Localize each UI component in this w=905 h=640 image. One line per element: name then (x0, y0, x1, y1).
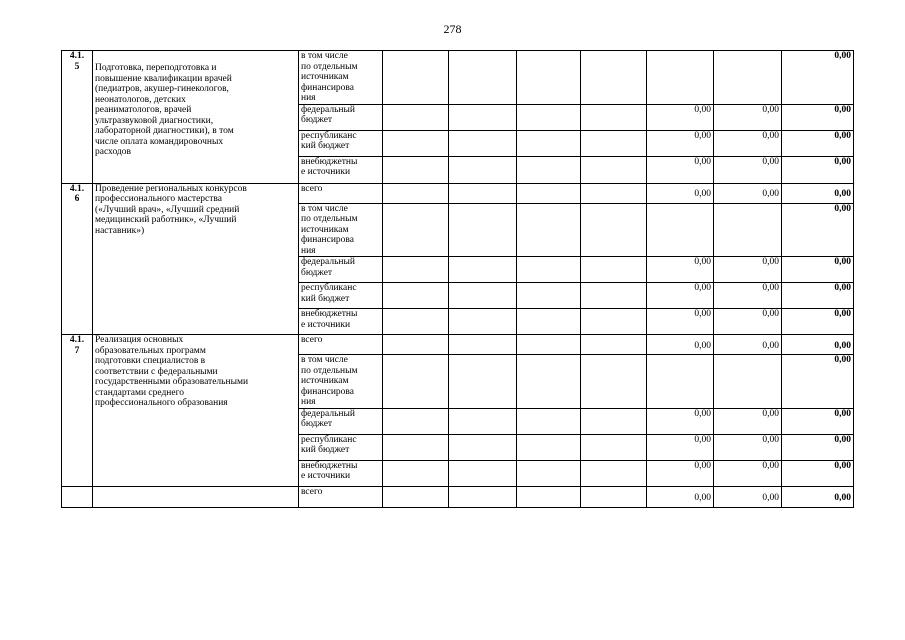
total-value-cell: 0,00 (782, 283, 854, 309)
empty-cell (581, 283, 647, 309)
table-row (62, 335, 854, 355)
value-cell: 0,00 (714, 335, 782, 355)
empty-cell (517, 283, 581, 309)
table-row (62, 486, 854, 507)
empty-cell (383, 283, 449, 309)
empty-cell (581, 408, 647, 434)
empty-cell (517, 335, 581, 355)
empty-cell (449, 51, 517, 105)
empty-cell (449, 408, 517, 434)
value-cell: 0,00 (647, 309, 714, 335)
empty-cell (581, 104, 647, 130)
empty-cell (383, 257, 449, 283)
value-cell: 0,00 (714, 130, 782, 156)
value-cell: 0,00 (647, 408, 714, 434)
empty-cell (517, 460, 581, 486)
total-value-cell: 0,00 (782, 408, 854, 434)
page-number: 278 (443, 22, 462, 36)
empty-cell (383, 486, 449, 507)
empty-cell (449, 203, 517, 257)
empty-cell (383, 104, 449, 130)
total-value-cell: 0,00 (782, 203, 854, 257)
empty-cell (449, 434, 517, 460)
value-cell: 0,00 (647, 130, 714, 156)
table-row (62, 51, 854, 105)
empty-cell (581, 51, 647, 105)
measure-description (93, 486, 299, 507)
empty-cell (581, 203, 647, 257)
empty-cell (517, 104, 581, 130)
total-value-cell: 0,00 (782, 104, 854, 130)
value-cell: 0,00 (714, 434, 782, 460)
value-cell: 0,00 (647, 434, 714, 460)
funding-source-label: республиканс кий бюджет (299, 130, 383, 156)
measure-code: 4.1. 6 (62, 183, 93, 335)
empty-cell (581, 486, 647, 507)
empty-cell (449, 283, 517, 309)
empty-cell (383, 51, 449, 105)
empty-cell (383, 408, 449, 434)
value-cell: 0,00 (714, 309, 782, 335)
value-cell: 0,00 (714, 283, 782, 309)
total-value-cell: 0,00 (782, 51, 854, 105)
empty-cell (517, 203, 581, 257)
funding-source-label: в том числе по отдельным источникам финансирова ния (299, 51, 383, 105)
value-cell (647, 203, 714, 257)
value-cell: 0,00 (647, 460, 714, 486)
value-cell: 0,00 (647, 156, 714, 183)
empty-cell (581, 434, 647, 460)
empty-cell (383, 203, 449, 257)
empty-cell (383, 183, 449, 203)
empty-cell (517, 130, 581, 156)
empty-cell (581, 309, 647, 335)
funding-source-label: федеральный бюджет (299, 257, 383, 283)
funding-source-label: внебюджетны е источники (299, 309, 383, 335)
empty-cell (383, 355, 449, 409)
value-cell: 0,00 (647, 257, 714, 283)
empty-cell (449, 460, 517, 486)
total-value-cell: 0,00 (782, 156, 854, 183)
value-cell (714, 51, 782, 105)
empty-cell (517, 309, 581, 335)
funding-source-label: внебюджетны е источники (299, 156, 383, 183)
empty-cell (517, 156, 581, 183)
measure-description: Подготовка, переподготовка и повышение квалификации врачей (педиатров, акушер-гинекологов, неонатологов, детских реаниматологов, врачей ультразвуковой диагностики, лабораторной диагностики), в том числе оплата командировочных расходов (93, 51, 299, 184)
empty-cell (449, 486, 517, 507)
empty-cell (383, 335, 449, 355)
total-value-cell: 0,00 (782, 335, 854, 355)
value-cell: 0,00 (714, 460, 782, 486)
total-value-cell: 0,00 (782, 460, 854, 486)
funding-source-label: республиканс кий бюджет (299, 434, 383, 460)
total-value-cell: 0,00 (782, 486, 854, 507)
funding-source-label: всего (299, 486, 383, 507)
empty-cell (517, 434, 581, 460)
total-value-cell: 0,00 (782, 309, 854, 335)
empty-cell (581, 460, 647, 486)
empty-cell (449, 183, 517, 203)
measure-description: Реализация основных образовательных программ подготовки специалистов в соответствии с федеральными государственными образовательными стандартами среднего профессионального образования (93, 335, 299, 487)
empty-cell (449, 257, 517, 283)
value-cell (714, 355, 782, 409)
value-cell: 0,00 (647, 335, 714, 355)
funding-source-label: в том числе по отдельным источникам финансирова ния (299, 355, 383, 409)
total-value-cell: 0,00 (782, 434, 854, 460)
value-cell: 0,00 (714, 156, 782, 183)
empty-cell (581, 156, 647, 183)
empty-cell (517, 51, 581, 105)
empty-cell (449, 335, 517, 355)
measure-code: 4.1. 7 (62, 335, 93, 487)
total-value-cell: 0,00 (782, 183, 854, 203)
total-value-cell: 0,00 (782, 257, 854, 283)
empty-cell (383, 309, 449, 335)
empty-cell (449, 156, 517, 183)
financing-table (61, 50, 854, 508)
table-row (62, 183, 854, 203)
funding-source-label: в том числе по отдельным источникам финансирова ния (299, 203, 383, 257)
funding-source-label: федеральный бюджет (299, 408, 383, 434)
funding-source-label: всего (299, 335, 383, 355)
funding-source-label: внебюджетны е источники (299, 460, 383, 486)
empty-cell (383, 434, 449, 460)
value-cell: 0,00 (647, 183, 714, 203)
empty-cell (383, 156, 449, 183)
empty-cell (517, 257, 581, 283)
empty-cell (517, 183, 581, 203)
value-cell: 0,00 (647, 486, 714, 507)
empty-cell (517, 486, 581, 507)
measure-description: Проведение региональных конкурсов профессионального мастерства («Лучший врач», «Лучший средний медицинский работник», «Лучший наставник») (93, 183, 299, 335)
measure-code: 4.1. 5 (62, 51, 93, 184)
empty-cell (581, 183, 647, 203)
value-cell: 0,00 (714, 183, 782, 203)
funding-source-label: республиканс кий бюджет (299, 283, 383, 309)
value-cell: 0,00 (714, 408, 782, 434)
value-cell (714, 203, 782, 257)
empty-cell (383, 460, 449, 486)
empty-cell (517, 355, 581, 409)
total-value-cell: 0,00 (782, 355, 854, 409)
measure-code (62, 486, 93, 507)
funding-source-label: всего (299, 183, 383, 203)
funding-source-label: федеральный бюджет (299, 104, 383, 130)
value-cell: 0,00 (714, 257, 782, 283)
value-cell: 0,00 (714, 104, 782, 130)
empty-cell (449, 130, 517, 156)
empty-cell (383, 130, 449, 156)
value-cell (647, 355, 714, 409)
value-cell (647, 51, 714, 105)
empty-cell (449, 355, 517, 409)
empty-cell (449, 104, 517, 130)
empty-cell (581, 257, 647, 283)
empty-cell (449, 309, 517, 335)
value-cell: 0,00 (714, 486, 782, 507)
total-value-cell: 0,00 (782, 130, 854, 156)
empty-cell (581, 130, 647, 156)
empty-cell (581, 355, 647, 409)
empty-cell (517, 408, 581, 434)
value-cell: 0,00 (647, 104, 714, 130)
empty-cell (581, 335, 647, 355)
value-cell: 0,00 (647, 283, 714, 309)
